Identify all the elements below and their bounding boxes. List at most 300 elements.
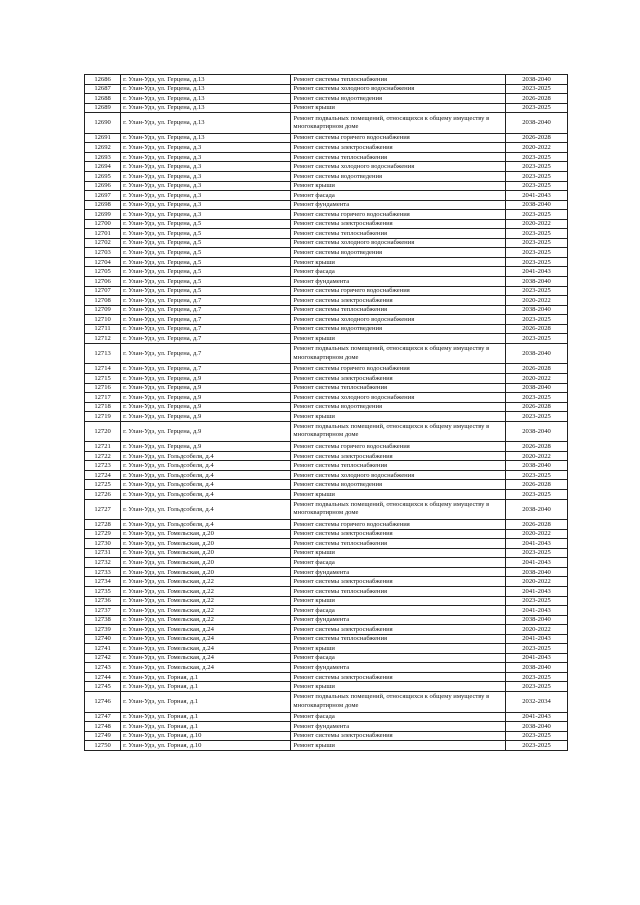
table-row — [85, 653, 568, 663]
address-cell: г. Улан-Удэ, ул. Гольдсобеля, д.4 — [121, 499, 291, 520]
table-row — [85, 606, 568, 616]
period-cell: 2041-2043 — [506, 634, 568, 644]
table-row — [85, 103, 568, 113]
work-type-cell: Ремонт подвальных помещений, относящихся к общему имуществу в многоквартирном доме — [291, 499, 506, 520]
row-number: 12736 — [85, 596, 121, 606]
table-row — [85, 191, 568, 201]
table-row — [85, 229, 568, 239]
address-cell: г. Улан-Удэ, ул. Герцена, д.7 — [121, 364, 291, 374]
table-row — [85, 644, 568, 654]
period-cell: 2023-2025 — [506, 171, 568, 181]
row-number: 12710 — [85, 315, 121, 325]
work-type-cell: Ремонт системы водоотведения — [291, 324, 506, 334]
period-cell: 2038-2040 — [506, 305, 568, 315]
row-number: 12707 — [85, 286, 121, 296]
address-cell: г. Улан-Удэ, ул. Гольдсобеля, д.4 — [121, 520, 291, 530]
table-row — [85, 94, 568, 104]
work-type-cell: Ремонт системы электроснабжения — [291, 296, 506, 306]
table-row — [85, 731, 568, 741]
row-number: 12738 — [85, 615, 121, 625]
row-number: 12717 — [85, 393, 121, 403]
row-number: 12734 — [85, 577, 121, 587]
row-number: 12690 — [85, 113, 121, 134]
period-cell: 2023-2025 — [506, 412, 568, 422]
work-type-cell: Ремонт системы электроснабжения — [291, 529, 506, 539]
address-cell: г. Улан-Удэ, ул. Герцена, д.9 — [121, 442, 291, 452]
table-row — [85, 286, 568, 296]
period-cell: 2023-2025 — [506, 248, 568, 258]
work-type-cell: Ремонт подвальных помещений, относящихся к общему имуществу в многоквартирном доме — [291, 692, 506, 713]
row-number: 12689 — [85, 103, 121, 113]
row-number: 12726 — [85, 490, 121, 500]
row-number: 12715 — [85, 373, 121, 383]
period-cell: 2020-2022 — [506, 451, 568, 461]
row-number: 12691 — [85, 133, 121, 143]
row-number: 12703 — [85, 248, 121, 258]
table-row — [85, 529, 568, 539]
address-cell: г. Улан-Удэ, ул. Герцена, д.9 — [121, 383, 291, 393]
period-cell: 2023-2025 — [506, 596, 568, 606]
period-cell: 2023-2025 — [506, 257, 568, 267]
row-number: 12700 — [85, 219, 121, 229]
row-number: 12714 — [85, 364, 121, 374]
row-number: 12742 — [85, 653, 121, 663]
row-number: 12687 — [85, 84, 121, 94]
period-cell: 2020-2022 — [506, 625, 568, 635]
row-number: 12701 — [85, 229, 121, 239]
table-row — [85, 682, 568, 692]
work-type-cell: Ремонт крыши — [291, 644, 506, 654]
row-number: 12733 — [85, 567, 121, 577]
table-row — [85, 393, 568, 403]
address-cell: г. Улан-Удэ, ул. Герцена, д.13 — [121, 103, 291, 113]
work-type-cell: Ремонт системы водоотведения — [291, 480, 506, 490]
address-cell: г. Улан-Удэ, ул. Гольдсобеля, д.4 — [121, 461, 291, 471]
row-number: 12698 — [85, 200, 121, 210]
work-type-cell: Ремонт крыши — [291, 412, 506, 422]
period-cell: 2038-2040 — [506, 421, 568, 442]
work-type-cell: Ремонт системы электроснабжения — [291, 373, 506, 383]
period-cell: 2023-2025 — [506, 210, 568, 220]
row-number: 12720 — [85, 421, 121, 442]
period-cell: 2023-2025 — [506, 682, 568, 692]
address-cell: г. Улан-Удэ, ул. Гольдсобеля, д.4 — [121, 480, 291, 490]
table-row — [85, 75, 568, 85]
row-number: 12749 — [85, 731, 121, 741]
table-row — [85, 548, 568, 558]
address-cell: г. Улан-Удэ, ул. Гомельская, д.22 — [121, 606, 291, 616]
table-row — [85, 84, 568, 94]
address-cell: г. Улан-Удэ, ул. Герцена, д.5 — [121, 219, 291, 229]
period-cell: 2023-2025 — [506, 393, 568, 403]
address-cell: г. Улан-Удэ, ул. Горная, д.1 — [121, 722, 291, 732]
table-row — [85, 539, 568, 549]
work-type-cell: Ремонт крыши — [291, 596, 506, 606]
table-row — [85, 470, 568, 480]
address-cell: г. Улан-Удэ, ул. Герцена, д.7 — [121, 324, 291, 334]
address-cell: г. Улан-Удэ, ул. Герцена, д.13 — [121, 133, 291, 143]
work-type-cell: Ремонт системы электроснабжения — [291, 625, 506, 635]
row-number: 12724 — [85, 470, 121, 480]
work-type-cell: Ремонт крыши — [291, 334, 506, 344]
address-cell: г. Улан-Удэ, ул. Гомельская, д.20 — [121, 567, 291, 577]
period-cell: 2038-2040 — [506, 113, 568, 134]
row-number: 12706 — [85, 276, 121, 286]
row-number: 12723 — [85, 461, 121, 471]
work-type-cell: Ремонт фасада — [291, 191, 506, 201]
work-type-cell: Ремонт системы электроснабжения — [291, 143, 506, 153]
period-cell: 2038-2040 — [506, 343, 568, 364]
row-number: 12740 — [85, 634, 121, 644]
period-cell: 2038-2040 — [506, 722, 568, 732]
work-type-cell: Ремонт системы электроснабжения — [291, 731, 506, 741]
address-cell: г. Улан-Удэ, ул. Герцена, д.3 — [121, 143, 291, 153]
table-row — [85, 200, 568, 210]
table-row — [85, 577, 568, 587]
period-cell: 2020-2022 — [506, 373, 568, 383]
address-cell: г. Улан-Удэ, ул. Гомельская, д.22 — [121, 615, 291, 625]
row-number: 12716 — [85, 383, 121, 393]
table-row — [85, 305, 568, 315]
table-row — [85, 451, 568, 461]
address-cell: г. Улан-Удэ, ул. Герцена, д.3 — [121, 152, 291, 162]
work-type-cell: Ремонт системы горячего водоснабжения — [291, 364, 506, 374]
row-number: 12748 — [85, 722, 121, 732]
work-type-cell: Ремонт крыши — [291, 103, 506, 113]
period-cell: 2041-2043 — [506, 191, 568, 201]
address-cell: г. Улан-Удэ, ул. Гомельская, д.22 — [121, 586, 291, 596]
work-type-cell: Ремонт системы горячего водоснабжения — [291, 520, 506, 530]
address-cell: г. Улан-Удэ, ул. Гомельская, д.20 — [121, 548, 291, 558]
period-cell: 2041-2043 — [506, 267, 568, 277]
table-row — [85, 412, 568, 422]
row-number: 12722 — [85, 451, 121, 461]
work-type-cell: Ремонт системы теплоснабжения — [291, 152, 506, 162]
address-cell: г. Улан-Удэ, ул. Гомельская, д.20 — [121, 529, 291, 539]
period-cell: 2038-2040 — [506, 276, 568, 286]
row-number: 12731 — [85, 548, 121, 558]
work-type-cell: Ремонт системы электроснабжения — [291, 219, 506, 229]
period-cell: 2041-2043 — [506, 539, 568, 549]
table-row — [85, 248, 568, 258]
address-cell: г. Улан-Удэ, ул. Гомельская, д.20 — [121, 558, 291, 568]
table-row — [85, 383, 568, 393]
address-cell: г. Улан-Удэ, ул. Герцена, д.5 — [121, 257, 291, 267]
work-type-cell: Ремонт системы холодного водоснабжения — [291, 238, 506, 248]
table-row — [85, 143, 568, 153]
address-cell: г. Улан-Удэ, ул. Герцена, д.7 — [121, 343, 291, 364]
work-type-cell: Ремонт системы теплоснабжения — [291, 586, 506, 596]
table-row — [85, 267, 568, 277]
period-cell: 2023-2025 — [506, 229, 568, 239]
work-type-cell: Ремонт системы горячего водоснабжения — [291, 442, 506, 452]
table-row — [85, 615, 568, 625]
period-cell: 2020-2022 — [506, 296, 568, 306]
period-cell: 2026-2028 — [506, 364, 568, 374]
address-cell: г. Улан-Удэ, ул. Горная, д.1 — [121, 712, 291, 722]
row-number: 12721 — [85, 442, 121, 452]
period-cell: 2026-2028 — [506, 133, 568, 143]
document-page — [84, 74, 568, 751]
period-cell: 2038-2040 — [506, 615, 568, 625]
table-row — [85, 663, 568, 673]
row-number: 12696 — [85, 181, 121, 191]
row-number: 12693 — [85, 152, 121, 162]
row-number: 12729 — [85, 529, 121, 539]
work-type-cell: Ремонт крыши — [291, 682, 506, 692]
table-row — [85, 586, 568, 596]
period-cell: 2038-2040 — [506, 567, 568, 577]
period-cell: 2023-2025 — [506, 334, 568, 344]
row-number: 12728 — [85, 520, 121, 530]
address-cell: г. Улан-Удэ, ул. Герцена, д.9 — [121, 402, 291, 412]
row-number: 12711 — [85, 324, 121, 334]
address-cell: г. Улан-Удэ, ул. Герцена, д.3 — [121, 162, 291, 172]
period-cell: 2020-2022 — [506, 143, 568, 153]
address-cell: г. Улан-Удэ, ул. Герцена, д.5 — [121, 238, 291, 248]
row-number: 12705 — [85, 267, 121, 277]
row-number: 12708 — [85, 296, 121, 306]
table-row — [85, 596, 568, 606]
period-cell: 2020-2022 — [506, 529, 568, 539]
period-cell: 2023-2025 — [506, 162, 568, 172]
address-cell: г. Улан-Удэ, ул. Герцена, д.3 — [121, 200, 291, 210]
row-number: 12725 — [85, 480, 121, 490]
work-type-cell: Ремонт системы холодного водоснабжения — [291, 84, 506, 94]
row-number: 12741 — [85, 644, 121, 654]
address-cell: г. Улан-Удэ, ул. Гомельская, д.20 — [121, 539, 291, 549]
row-number: 12739 — [85, 625, 121, 635]
row-number: 12747 — [85, 712, 121, 722]
address-cell: г. Улан-Удэ, ул. Герцена, д.5 — [121, 229, 291, 239]
work-type-cell: Ремонт системы холодного водоснабжения — [291, 393, 506, 403]
address-cell: г. Улан-Удэ, ул. Герцена, д.13 — [121, 113, 291, 134]
row-number: 12702 — [85, 238, 121, 248]
period-cell: 2038-2040 — [506, 461, 568, 471]
address-cell: г. Улан-Удэ, ул. Горная, д.1 — [121, 682, 291, 692]
table-row — [85, 625, 568, 635]
row-number: 12686 — [85, 75, 121, 85]
period-cell: 2041-2043 — [506, 558, 568, 568]
work-type-cell: Ремонт системы теплоснабжения — [291, 383, 506, 393]
period-cell: 2038-2040 — [506, 75, 568, 85]
table-row — [85, 343, 568, 364]
table-row — [85, 181, 568, 191]
table-row — [85, 480, 568, 490]
work-type-cell: Ремонт крыши — [291, 490, 506, 500]
period-cell: 2023-2025 — [506, 548, 568, 558]
period-cell: 2038-2040 — [506, 499, 568, 520]
period-cell: 2023-2025 — [506, 490, 568, 500]
period-cell: 2023-2025 — [506, 644, 568, 654]
table-row — [85, 364, 568, 374]
table-row — [85, 171, 568, 181]
table-row — [85, 238, 568, 248]
period-cell: 2023-2025 — [506, 238, 568, 248]
table-row — [85, 722, 568, 732]
address-cell: г. Улан-Удэ, ул. Герцена, д.5 — [121, 248, 291, 258]
address-cell: г. Улан-Удэ, ул. Герцена, д.5 — [121, 267, 291, 277]
period-cell: 2023-2025 — [506, 315, 568, 325]
work-type-cell: Ремонт фундамента — [291, 200, 506, 210]
address-cell: г. Улан-Удэ, ул. Герцена, д.3 — [121, 210, 291, 220]
work-type-cell: Ремонт крыши — [291, 257, 506, 267]
period-cell: 2023-2025 — [506, 470, 568, 480]
work-type-cell: Ремонт системы электроснабжения — [291, 451, 506, 461]
work-type-cell: Ремонт фасада — [291, 653, 506, 663]
work-type-cell: Ремонт подвальных помещений, относящихся к общему имуществу в многоквартирном доме — [291, 343, 506, 364]
row-number: 12709 — [85, 305, 121, 315]
address-cell: г. Улан-Удэ, ул. Герцена, д.7 — [121, 334, 291, 344]
period-cell: 2026-2028 — [506, 324, 568, 334]
address-cell: г. Улан-Удэ, ул. Герцена, д.3 — [121, 181, 291, 191]
work-type-cell: Ремонт системы горячего водоснабжения — [291, 133, 506, 143]
address-cell: г. Улан-Удэ, ул. Гольдсобеля, д.4 — [121, 451, 291, 461]
period-cell: 2020-2022 — [506, 577, 568, 587]
table-row — [85, 219, 568, 229]
row-number: 12744 — [85, 672, 121, 682]
period-cell: 2041-2043 — [506, 712, 568, 722]
table-row — [85, 324, 568, 334]
work-type-cell: Ремонт системы теплоснабжения — [291, 75, 506, 85]
work-type-cell: Ремонт системы электроснабжения — [291, 672, 506, 682]
row-number: 12746 — [85, 692, 121, 713]
period-cell: 2023-2025 — [506, 741, 568, 751]
period-cell: 2026-2028 — [506, 94, 568, 104]
row-number: 12712 — [85, 334, 121, 344]
period-cell: 2023-2025 — [506, 731, 568, 741]
row-number: 12735 — [85, 586, 121, 596]
row-number: 12750 — [85, 741, 121, 751]
table-row — [85, 692, 568, 713]
row-number: 12713 — [85, 343, 121, 364]
row-number: 12694 — [85, 162, 121, 172]
table-row — [85, 296, 568, 306]
address-cell: г. Улан-Удэ, ул. Горная, д.10 — [121, 731, 291, 741]
period-cell: 2023-2025 — [506, 181, 568, 191]
period-cell: 2041-2043 — [506, 653, 568, 663]
work-type-cell: Ремонт крыши — [291, 181, 506, 191]
work-type-cell: Ремонт подвальных помещений, относящихся к общему имуществу в многоквартирном доме — [291, 113, 506, 134]
table-row — [85, 133, 568, 143]
work-type-cell: Ремонт системы теплоснабжения — [291, 229, 506, 239]
address-cell: г. Улан-Удэ, ул. Горная, д.1 — [121, 672, 291, 682]
work-type-cell: Ремонт системы горячего водоснабжения — [291, 210, 506, 220]
table-row — [85, 113, 568, 134]
table-row — [85, 442, 568, 452]
row-number: 12745 — [85, 682, 121, 692]
work-type-cell: Ремонт фасада — [291, 606, 506, 616]
period-cell: 2038-2040 — [506, 383, 568, 393]
address-cell: г. Улан-Удэ, ул. Герцена, д.13 — [121, 94, 291, 104]
address-cell: г. Улан-Удэ, ул. Гомельская, д.22 — [121, 596, 291, 606]
work-type-cell: Ремонт фундамента — [291, 663, 506, 673]
table-row — [85, 461, 568, 471]
address-cell: г. Улан-Удэ, ул. Герцена, д.13 — [121, 75, 291, 85]
address-cell: г. Улан-Удэ, ул. Гомельская, д.24 — [121, 625, 291, 635]
work-type-cell: Ремонт системы холодного водоснабжения — [291, 315, 506, 325]
work-type-cell: Ремонт фундамента — [291, 722, 506, 732]
table-row — [85, 402, 568, 412]
period-cell: 2023-2025 — [506, 103, 568, 113]
work-type-cell: Ремонт системы водоотведения — [291, 402, 506, 412]
address-cell: г. Улан-Удэ, ул. Герцена, д.7 — [121, 315, 291, 325]
address-cell: г. Улан-Удэ, ул. Горная, д.1 — [121, 692, 291, 713]
period-cell: 2026-2028 — [506, 402, 568, 412]
row-number: 12704 — [85, 257, 121, 267]
work-type-cell: Ремонт системы водоотведения — [291, 248, 506, 258]
row-number: 12692 — [85, 143, 121, 153]
row-number: 12730 — [85, 539, 121, 549]
address-cell: г. Улан-Удэ, ул. Герцена, д.7 — [121, 305, 291, 315]
address-cell: г. Улан-Удэ, ул. Гомельская, д.24 — [121, 634, 291, 644]
period-cell: 2032-2034 — [506, 692, 568, 713]
work-type-cell: Ремонт системы электроснабжения — [291, 577, 506, 587]
table-row — [85, 634, 568, 644]
address-cell: г. Улан-Удэ, ул. Герцена, д.9 — [121, 421, 291, 442]
address-cell: г. Улан-Удэ, ул. Гомельская, д.24 — [121, 663, 291, 673]
address-cell: г. Улан-Удэ, ул. Герцена, д.5 — [121, 276, 291, 286]
work-type-cell: Ремонт системы холодного водоснабжения — [291, 162, 506, 172]
work-type-cell: Ремонт системы водоотведения — [291, 171, 506, 181]
address-cell: г. Улан-Удэ, ул. Гомельская, д.24 — [121, 653, 291, 663]
row-number: 12718 — [85, 402, 121, 412]
row-number: 12743 — [85, 663, 121, 673]
row-number: 12695 — [85, 171, 121, 181]
table-row — [85, 257, 568, 267]
address-cell: г. Улан-Удэ, ул. Герцена, д.9 — [121, 373, 291, 383]
address-cell: г. Улан-Удэ, ул. Гомельская, д.24 — [121, 644, 291, 654]
period-cell: 2023-2025 — [506, 672, 568, 682]
table-row — [85, 490, 568, 500]
work-type-cell: Ремонт системы теплоснабжения — [291, 305, 506, 315]
work-type-cell: Ремонт системы теплоснабжения — [291, 461, 506, 471]
work-type-cell: Ремонт фасада — [291, 267, 506, 277]
work-type-cell: Ремонт фасада — [291, 558, 506, 568]
address-cell: г. Улан-Удэ, ул. Гольдсобеля, д.4 — [121, 490, 291, 500]
row-number: 12732 — [85, 558, 121, 568]
work-type-cell: Ремонт крыши — [291, 741, 506, 751]
work-type-cell: Ремонт крыши — [291, 548, 506, 558]
period-cell: 2038-2040 — [506, 200, 568, 210]
period-cell: 2041-2043 — [506, 606, 568, 616]
table-row — [85, 712, 568, 722]
table-row — [85, 421, 568, 442]
address-cell: г. Улан-Удэ, ул. Гольдсобеля, д.4 — [121, 470, 291, 480]
work-type-cell: Ремонт системы горячего водоснабжения — [291, 286, 506, 296]
table-row — [85, 373, 568, 383]
work-type-cell: Ремонт фундамента — [291, 615, 506, 625]
period-cell: 2038-2040 — [506, 663, 568, 673]
address-cell: г. Улан-Удэ, ул. Герцена, д.3 — [121, 191, 291, 201]
work-type-cell: Ремонт фундамента — [291, 276, 506, 286]
period-cell: 2023-2025 — [506, 286, 568, 296]
table-row — [85, 276, 568, 286]
table-row — [85, 672, 568, 682]
table-row — [85, 315, 568, 325]
address-cell: г. Улан-Удэ, ул. Герцена, д.9 — [121, 412, 291, 422]
table-row — [85, 520, 568, 530]
work-type-cell: Ремонт системы теплоснабжения — [291, 539, 506, 549]
table-row — [85, 499, 568, 520]
address-cell: г. Улан-Удэ, ул. Гомельская, д.22 — [121, 577, 291, 587]
work-type-cell: Ремонт системы холодного водоснабжения — [291, 470, 506, 480]
row-number: 12737 — [85, 606, 121, 616]
table-row — [85, 152, 568, 162]
work-type-cell: Ремонт фасада — [291, 712, 506, 722]
table-body — [85, 75, 568, 751]
table-row — [85, 558, 568, 568]
